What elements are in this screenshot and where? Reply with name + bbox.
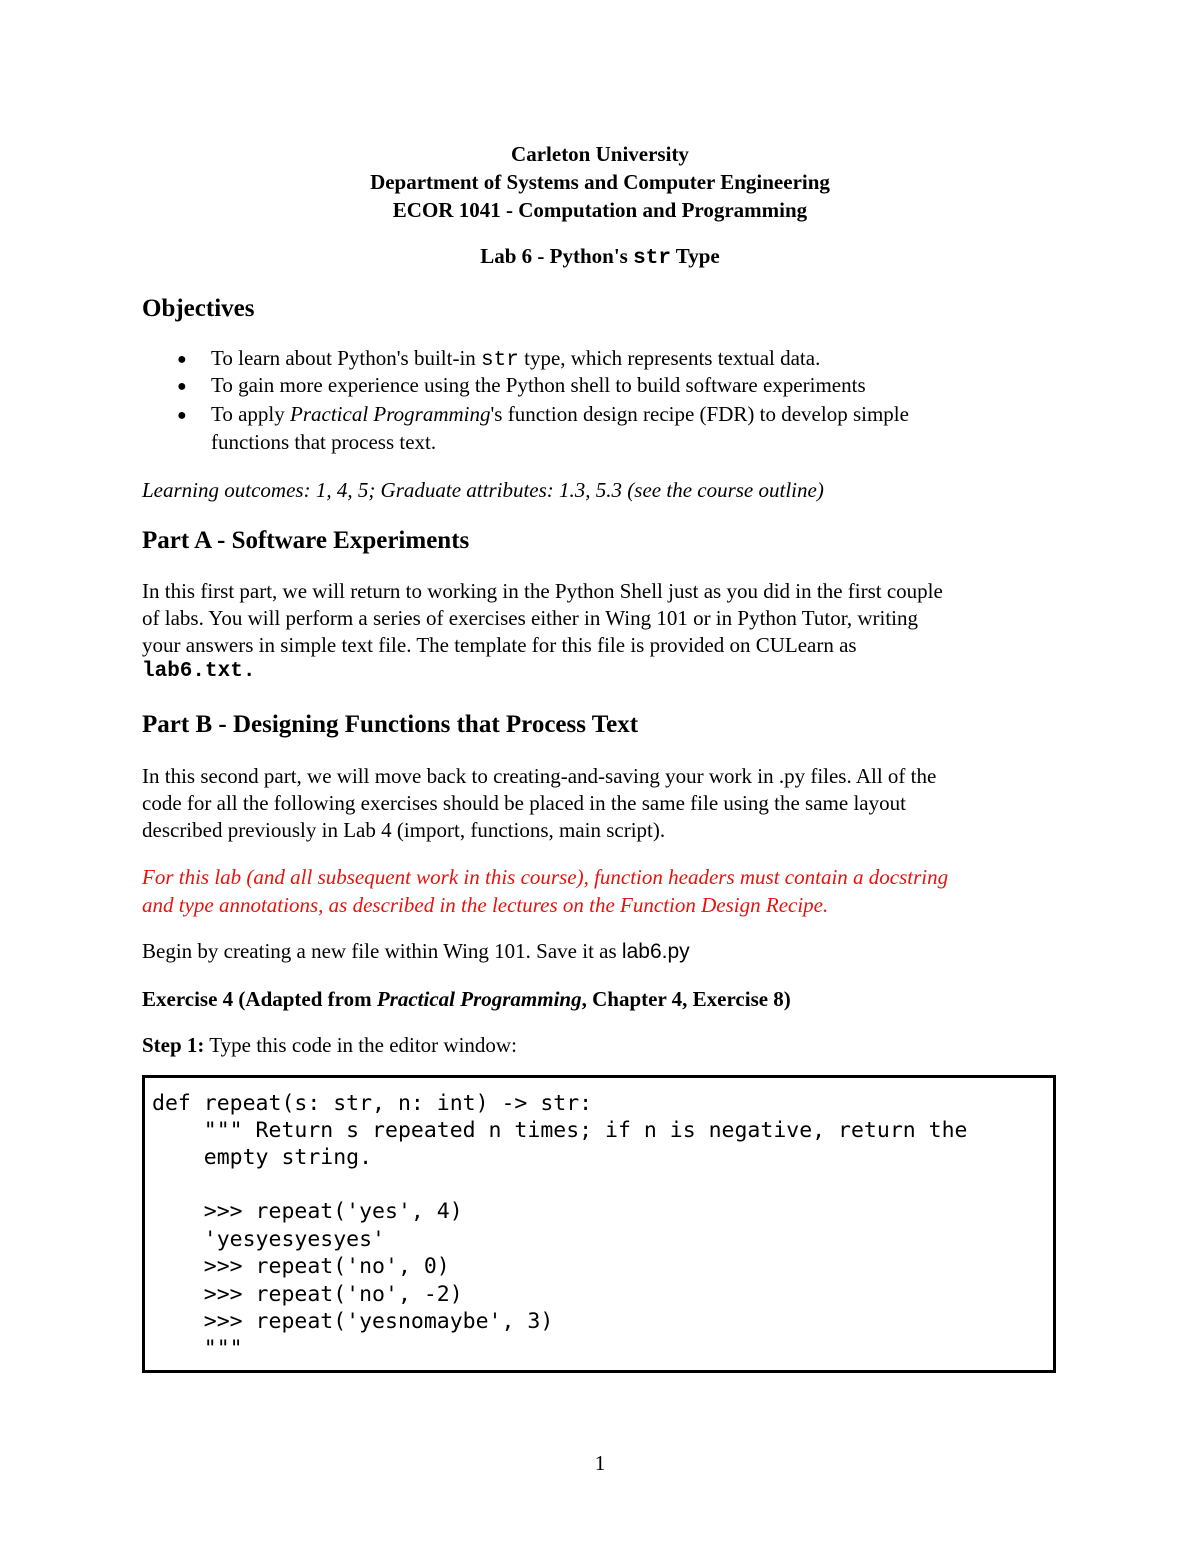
page-number: 1 <box>594 1451 606 1475</box>
part-b-line-1: In this second part, we will move back to creating-and-saving your work in .py files. All of the <box>142 764 937 788</box>
bullet-icon: ● <box>177 378 187 395</box>
code-line-3: empty string. <box>152 1145 373 1170</box>
code-line-9: >>> repeat('yesnomaybe', 3) <box>152 1309 554 1334</box>
part-a-heading: Part A - Software Experiments <box>142 527 470 554</box>
department-title: Department of Systems and Computer Engineering <box>370 170 830 194</box>
bullet-icon: ● <box>177 407 187 424</box>
lab-title-prefix: Lab 6 - Python's <box>480 244 634 268</box>
objective-3-continued: functions that process text. <box>211 430 437 454</box>
lab-title-code: str <box>633 247 671 270</box>
code-line-8: >>> repeat('no', -2) <box>152 1282 463 1307</box>
part-b-heading: Part B - Designing Functions that Process Text <box>142 711 639 738</box>
objective-1: To learn about Python's built-in str type, which represents textual data. <box>211 346 821 372</box>
requirement-note-line-1: For this lab (and all subsequent work in this course), function headers must contain a docstring <box>142 865 949 889</box>
code-line-10: """ <box>152 1336 243 1361</box>
code-line-6: 'yesyesyesyes' <box>152 1227 385 1252</box>
objective-2: To gain more experience using the Python shell to build software experiments <box>211 373 866 397</box>
part-a-line-3: your answers in simple text file. The template for this file is provided on CULearn as <box>142 633 857 657</box>
university-title: Carleton University <box>511 142 689 166</box>
code-line-5: >>> repeat('yes', 4) <box>152 1199 463 1224</box>
part-a-line-1: In this first part, we will return to working in the Python Shell just as you did in the first couple <box>142 579 943 603</box>
code-line-1: def repeat(s: str, n: int) -> str: <box>152 1091 593 1116</box>
code-line-2: """ Return s repeated n times; if n is negative, return the <box>152 1118 968 1143</box>
part-b-line-2: code for all the following exercises should be placed in the same file using the same layout <box>142 791 906 815</box>
course-title: ECOR 1041 - Computation and Programming <box>392 198 808 222</box>
begin-filename: lab6.py <box>621 940 690 963</box>
begin-instruction: Begin by creating a new file within Wing 101. Save it as lab6.py <box>142 939 690 963</box>
step-1-instruction: Step 1: Type this code in the editor window: <box>142 1033 517 1057</box>
part-b-line-3: described previously in Lab 4 (import, functions, main script). <box>142 818 666 842</box>
objective-3: To apply Practical Programming's function design recipe (FDR) to develop simple <box>211 402 909 426</box>
code-line-7: >>> repeat('no', 0) <box>152 1254 450 1279</box>
lab-title-suffix: Type <box>670 244 720 268</box>
objectives-heading: Objectives <box>142 295 255 322</box>
lab-title <box>0 244 1200 270</box>
part-a-line-2: of labs. You will perform a series of exercises either in Wing 101 or in Python Tutor, writing <box>142 606 919 630</box>
part-a-filename: lab6.txt. <box>142 660 256 683</box>
requirement-note-line-2: and type annotations, as described in the lectures on the Function Design Recipe. <box>142 893 829 917</box>
bullet-icon: ● <box>177 351 187 368</box>
learning-outcomes: Learning outcomes: 1, 4, 5; Graduate attributes: 1.3, 5.3 (see the course outline) <box>142 478 824 502</box>
exercise-heading: Exercise 4 (Adapted from Practical Programming, Chapter 4, Exercise 8) <box>142 987 791 1011</box>
